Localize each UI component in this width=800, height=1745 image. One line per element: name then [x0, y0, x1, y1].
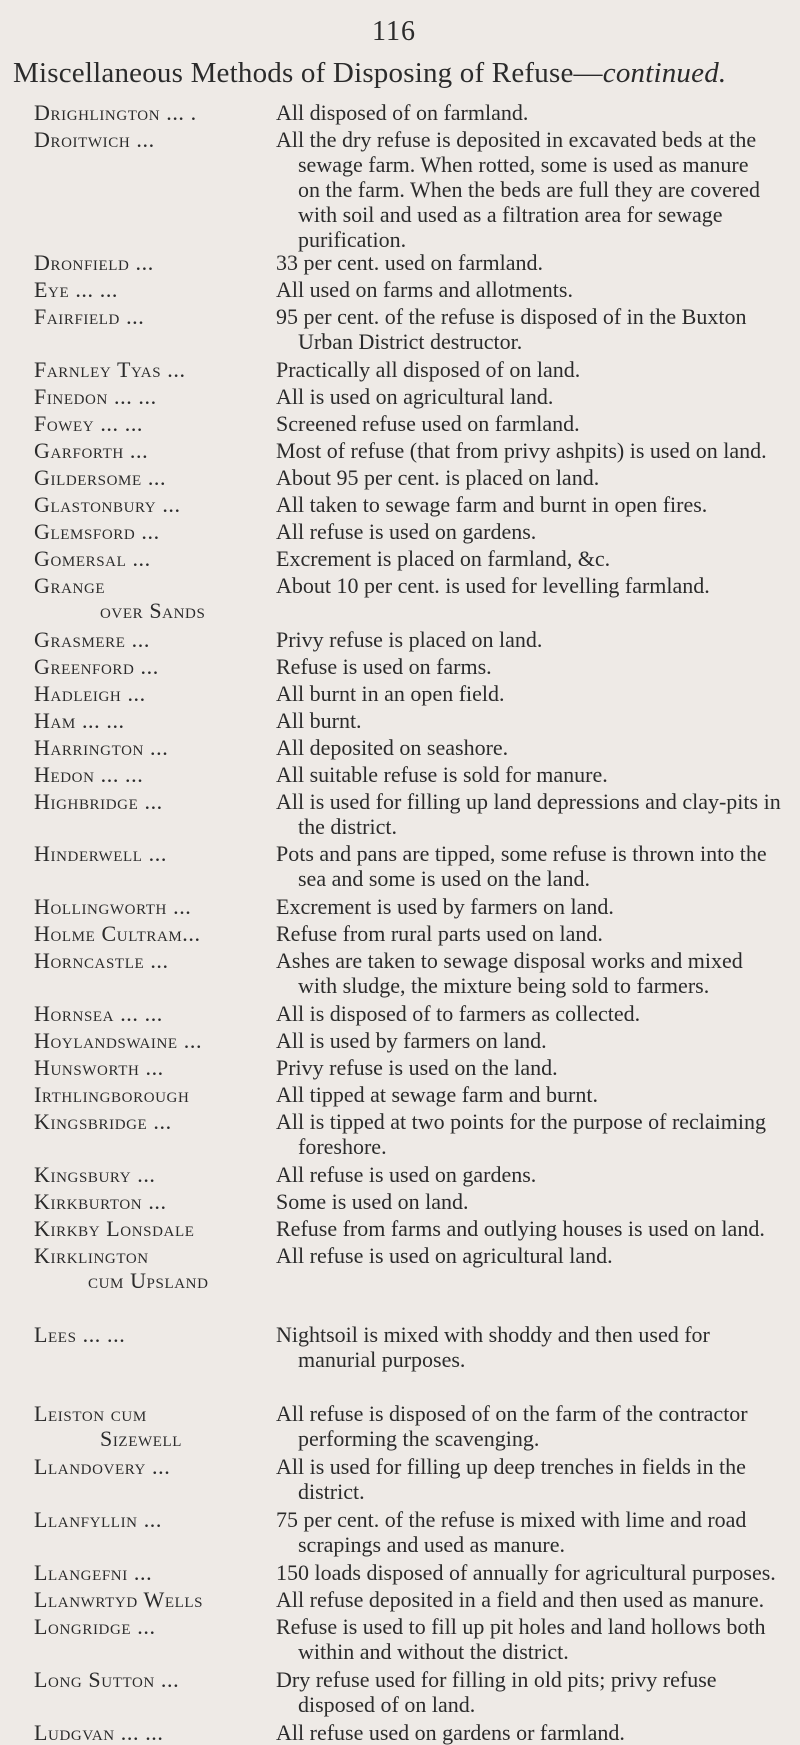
place-name-line: Hadleigh ...: [34, 681, 146, 706]
description-line: All the dry refuse is deposited in excavated beds at the: [276, 127, 757, 152]
place-name-line: Droitwich ...: [34, 127, 155, 152]
place-name: [34, 1614, 274, 1639]
place-name: [34, 384, 274, 409]
description-line: About 95 per cent. is placed on land.: [276, 465, 600, 490]
disposal-description: [276, 1507, 788, 1557]
description-line: Refuse is used on farms.: [276, 654, 492, 679]
place-name-line: Kirkby Lonsdale: [34, 1216, 195, 1241]
disposal-description: [276, 1216, 788, 1241]
place-name-line: Grasmere ...: [34, 627, 150, 652]
description-line: All is used by farmers on land.: [276, 1028, 547, 1053]
place-name-line: Highbridge ...: [34, 789, 163, 814]
description-line: Refuse is used to fill up pit holes and land hollows both: [276, 1614, 766, 1639]
description-line: 33 per cent. used on farmland.: [276, 250, 543, 275]
place-name-line: Lees ... ...: [34, 1322, 126, 1347]
description-line: foreshore.: [298, 1134, 387, 1159]
place-name: [34, 277, 274, 302]
description-line: Privy refuse is placed on land.: [276, 627, 543, 652]
description-line: All is used for filling up land depressions and clay-pits in: [276, 789, 781, 814]
place-name-line: Greenford ...: [34, 654, 159, 679]
description-line: All suitable refuse is sold for manure.: [276, 762, 608, 787]
disposal-description: [276, 1055, 788, 1080]
description-line: All refuse is used on gardens.: [276, 1162, 537, 1187]
place-name-line: Hedon ... ...: [34, 762, 144, 787]
description-line: within and without the district.: [298, 1639, 569, 1664]
description-line: Urban District destructor.: [298, 329, 523, 354]
place-name-line: Glastonbury ...: [34, 492, 181, 517]
place-name-line: Finedon ... ...: [34, 384, 157, 409]
place-name: [34, 465, 274, 490]
description-line: All refuse is disposed of on the farm of the contractor: [276, 1401, 748, 1426]
description-line: All is disposed of to farmers as collected.: [276, 1001, 641, 1026]
place-name: [34, 1109, 274, 1134]
place-name-line: Drighlington ... .: [34, 100, 197, 125]
place-name-line: Leiston cum: [34, 1401, 147, 1426]
description-line: 95 per cent. of the refuse is disposed of in the Buxton: [276, 304, 747, 329]
description-line: the district.: [298, 814, 397, 839]
place-name: [34, 250, 274, 275]
description-line: All taken to sewage farm and burnt in open fires.: [276, 492, 708, 517]
description-line: About 10 per cent. is used for levelling farmland.: [276, 573, 710, 598]
disposal-description: [276, 681, 788, 706]
description-line: All burnt.: [276, 708, 362, 733]
description-line: performing the scavenging.: [298, 1426, 540, 1451]
description-line: All used on farms and allotments.: [276, 277, 573, 302]
description-line: sea and some is used on the land.: [298, 866, 591, 891]
disposal-description: [276, 1028, 788, 1053]
place-name: [34, 1720, 274, 1745]
description-line: All refuse deposited in a field and then used as manure.: [276, 1587, 765, 1612]
disposal-description: [276, 654, 788, 679]
disposal-description: [276, 465, 788, 490]
place-name-line: Kirklington: [34, 1243, 149, 1268]
description-line: 150 loads disposed of annually for agricultural purposes.: [276, 1560, 776, 1585]
disposal-description: [276, 1401, 788, 1451]
description-line: Practically all disposed of on land.: [276, 357, 581, 382]
place-name: [34, 1082, 274, 1107]
disposal-description: [276, 762, 788, 787]
disposal-description: [276, 100, 788, 125]
description-line: All is used for filling up deep trenches in fields in the: [276, 1454, 746, 1479]
disposal-description: [276, 789, 788, 839]
place-name-line: Farnley Tyas ...: [34, 357, 186, 382]
disposal-description: [276, 1454, 788, 1504]
place-name-line: Kingsbridge ...: [34, 1109, 172, 1134]
description-line: Refuse from farms and outlying houses is used on land.: [276, 1216, 765, 1241]
place-name: [34, 127, 274, 152]
disposal-description: [276, 1667, 788, 1717]
heading-continued: continued.: [602, 57, 727, 89]
disposal-description: [276, 841, 788, 891]
description-line: All is used on agricultural land.: [276, 384, 554, 409]
description-line: 75 per cent. of the refuse is mixed with lime and road: [276, 1507, 747, 1532]
disposal-description: [276, 127, 788, 252]
description-line: All refuse used on gardens or farmland.: [276, 1720, 625, 1745]
place-name-line: Gomersal ...: [34, 546, 151, 571]
place-name: [34, 1055, 274, 1080]
place-name: [34, 438, 274, 463]
place-name-line: Kirkburton ...: [34, 1189, 167, 1214]
place-name-line: Hornsea ... ...: [34, 1001, 163, 1026]
disposal-description: [276, 1189, 788, 1214]
place-name-line: Garforth ...: [34, 438, 149, 463]
description-line: on the farm. When the beds are full they are covered: [298, 177, 760, 202]
description-line: scrapings and used as manure.: [298, 1532, 565, 1557]
place-name: [34, 1216, 274, 1241]
description-line: All tipped at sewage farm and burnt.: [276, 1082, 598, 1107]
place-name: [34, 841, 274, 866]
place-name: [34, 1507, 274, 1532]
place-name: [34, 1667, 274, 1692]
description-line: Privy refuse is used on the land.: [276, 1055, 558, 1080]
place-name-line: Ham ... ...: [34, 708, 125, 733]
description-line: Refuse from rural parts used on land.: [276, 921, 603, 946]
place-name: [34, 654, 274, 679]
place-name: [34, 627, 274, 652]
place-name: [34, 708, 274, 733]
description-line: Some is used on land.: [276, 1189, 469, 1214]
place-name-line: Llanwrtyd Wells: [34, 1587, 204, 1612]
place-name-line: Ludgvan ... ...: [34, 1720, 164, 1745]
description-line: Nightsoil is mixed with shoddy and then used for: [276, 1322, 710, 1347]
page-number: 116: [372, 16, 416, 47]
place-name-line: Grange: [34, 573, 106, 598]
place-name-line: Glemsford ...: [34, 519, 160, 544]
place-name: [34, 1560, 274, 1585]
disposal-description: [276, 894, 788, 919]
place-name-line: Irthlingborough: [34, 1082, 190, 1107]
place-name: [34, 100, 274, 125]
disposal-description: [276, 1560, 788, 1585]
disposal-description: [276, 1162, 788, 1187]
place-name: [34, 304, 274, 329]
place-name-line: Llandovery ...: [34, 1454, 171, 1479]
description-line: Screened refuse used on farmland.: [276, 411, 580, 436]
place-name: [34, 894, 274, 919]
place-name-line: Hollingworth ...: [34, 894, 192, 919]
disposal-description: [276, 1720, 788, 1745]
disposal-description: [276, 1082, 788, 1107]
disposal-description: [276, 1587, 788, 1612]
disposal-description: [276, 708, 788, 733]
place-name-line: Hunsworth ...: [34, 1055, 164, 1080]
place-name: [34, 921, 274, 946]
disposal-description: [276, 438, 788, 463]
place-name: [34, 1322, 274, 1347]
description-line: purification.: [298, 227, 407, 252]
disposal-description: [276, 519, 788, 544]
description-line: district.: [298, 1479, 365, 1504]
disposal-description: [276, 735, 788, 760]
place-name: [34, 1162, 274, 1187]
place-name-line: Hinderwell ...: [34, 841, 167, 866]
place-name-line: Fairfield ...: [34, 304, 145, 329]
description-line: Dry refuse used for filling in old pits; privy refuse: [276, 1667, 717, 1692]
place-name-continuation: Sizewell: [100, 1426, 183, 1451]
heading-main: Miscellaneous Methods of Disposing of Refuse—: [13, 57, 603, 89]
disposal-description: [276, 357, 788, 382]
place-name: [34, 1028, 274, 1053]
place-name: [34, 1454, 274, 1479]
place-name: [34, 411, 274, 436]
disposal-description: [276, 1322, 788, 1372]
place-name: [34, 492, 274, 517]
place-name: [34, 789, 274, 814]
place-name-line: Dronfield ...: [34, 250, 154, 275]
description-line: All refuse is used on gardens.: [276, 519, 537, 544]
place-name-line: Gildersome ...: [34, 465, 167, 490]
disposal-description: [276, 1109, 788, 1159]
disposal-description: [276, 627, 788, 652]
place-name: [34, 546, 274, 571]
place-name-line: Kingsbury ...: [34, 1162, 156, 1187]
description-line: All refuse is used on agricultural land.: [276, 1243, 613, 1268]
disposal-description: [276, 277, 788, 302]
place-name-line: Holme Cultram...: [34, 921, 201, 946]
place-name-line: Longridge ...: [34, 1614, 156, 1639]
description-line: manurial purposes.: [298, 1347, 466, 1372]
description-line: Pots and pans are tipped, some refuse is thrown into the: [276, 841, 767, 866]
disposal-description: [276, 573, 788, 598]
place-name: [34, 1587, 274, 1612]
disposal-description: [276, 304, 788, 354]
place-name-line: Harrington ...: [34, 735, 169, 760]
disposal-description: [276, 384, 788, 409]
place-name: [34, 1401, 274, 1451]
place-name: [34, 735, 274, 760]
place-name: [34, 1001, 274, 1026]
disposal-description: [276, 948, 788, 998]
place-name: [34, 948, 274, 973]
place-name: [34, 573, 274, 623]
disposal-description: [276, 411, 788, 436]
disposal-description: [276, 1614, 788, 1664]
place-name: [34, 1189, 274, 1214]
disposal-description: [276, 1001, 788, 1026]
place-name-line: Fowey ... ...: [34, 411, 144, 436]
place-name: [34, 1243, 274, 1293]
description-line: Excrement is used by farmers on land.: [276, 894, 614, 919]
disposal-description: [276, 921, 788, 946]
disposal-description: [276, 492, 788, 517]
description-line: All burnt in an open field.: [276, 681, 505, 706]
place-name: [34, 357, 274, 382]
place-name-line: Long Sutton ...: [34, 1667, 180, 1692]
disposal-description: [276, 546, 788, 571]
description-line: with soil and used as a filtration area for sewage: [298, 202, 723, 227]
place-name: [34, 681, 274, 706]
place-name-line: Horncastle ...: [34, 948, 169, 973]
place-name-line: Llangefni ...: [34, 1560, 153, 1585]
place-name-line: Eye ... ...: [34, 277, 119, 302]
disposal-description: [276, 1243, 788, 1268]
description-line: Excrement is placed on farmland, &c.: [276, 546, 611, 571]
description-line: Most of refuse (that from privy ashpits) is used on land.: [276, 438, 767, 463]
description-line: with sludge, the mixture being sold to farmers.: [298, 973, 710, 998]
place-name-line: Llanfyllin ...: [34, 1507, 162, 1532]
description-line: All deposited on seashore.: [276, 735, 509, 760]
disposal-description: [276, 250, 788, 275]
description-line: disposed of on land.: [298, 1692, 476, 1717]
description-line: All disposed of on farmland.: [276, 100, 529, 125]
place-name-line: Hoylandswaine ...: [34, 1028, 203, 1053]
place-name-continuation: cum Upsland: [88, 1268, 209, 1293]
description-line: Ashes are taken to sewage disposal works and mixed: [276, 948, 743, 973]
place-name: [34, 519, 274, 544]
description-line: sewage farm. When rotted, some is used as manure: [298, 152, 749, 177]
place-name: [34, 762, 274, 787]
place-name-continuation: over Sands: [100, 598, 206, 623]
description-line: All is tipped at two points for the purpose of reclaiming: [276, 1109, 767, 1134]
